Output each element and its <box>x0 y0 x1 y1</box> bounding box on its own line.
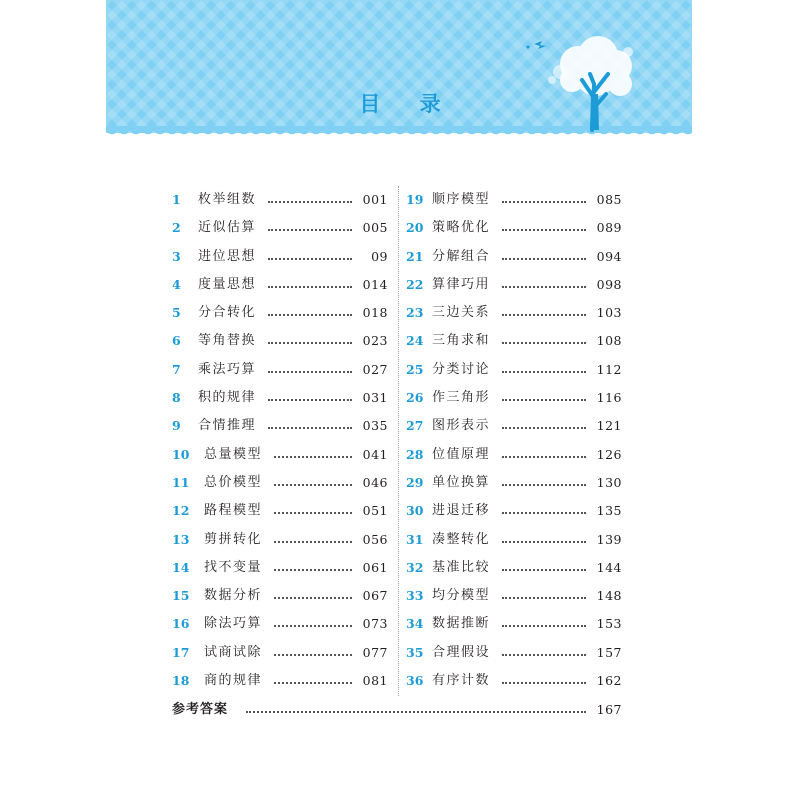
leader-dots <box>274 654 352 656</box>
leader-dots <box>502 456 586 458</box>
page-number: 018 <box>362 305 388 321</box>
chapter-title: 进位思想 <box>198 248 257 264</box>
toc-entry[interactable] <box>406 327 622 355</box>
chapter-title: 基准比较 <box>432 559 491 575</box>
page-number: 157 <box>596 644 622 660</box>
leader-dots <box>268 258 352 260</box>
chapter-title: 分类讨论 <box>432 361 491 377</box>
chapter-number: 17 <box>172 644 190 660</box>
page-number: 130 <box>596 474 622 490</box>
page-number: 046 <box>362 474 388 490</box>
chapter-number: 25 <box>406 361 424 377</box>
leader-dots <box>274 597 352 599</box>
toc-entry[interactable] <box>406 667 622 695</box>
leader-dots <box>274 541 352 543</box>
answers-label: 参考答案 <box>172 702 229 717</box>
chapter-number: 24 <box>406 333 424 349</box>
page-number: 121 <box>596 418 622 434</box>
toc-entry[interactable] <box>172 639 388 667</box>
toc-entry[interactable] <box>406 271 622 299</box>
chapter-title: 合理假设 <box>432 644 491 660</box>
chapter-number: 5 <box>172 305 181 321</box>
leader-dots <box>502 371 586 373</box>
toc-entry[interactable] <box>406 441 622 469</box>
page-number: 073 <box>362 616 388 632</box>
chapter-number: 31 <box>406 531 424 547</box>
leader-dots <box>274 484 352 486</box>
chapter-number: 30 <box>406 503 424 519</box>
leader-dots <box>502 399 586 401</box>
leader-dots <box>502 286 586 288</box>
chapter-number: 29 <box>406 474 424 490</box>
page-number: 09 <box>371 248 388 264</box>
page-number: 085 <box>596 192 622 207</box>
leader-dots <box>502 541 586 543</box>
chapter-title: 顺序模型 <box>432 192 491 207</box>
page-number: 005 <box>362 220 388 236</box>
page-number: 153 <box>596 616 622 632</box>
page-number: 067 <box>362 588 388 604</box>
leader-dots <box>274 682 352 684</box>
toc-entry[interactable] <box>172 667 388 695</box>
answers-page: 167 <box>596 702 622 717</box>
page-number: 023 <box>362 333 388 349</box>
chapter-title: 位值原理 <box>432 446 491 462</box>
page-number: 056 <box>362 531 388 547</box>
leader-dots <box>268 427 352 429</box>
toc-entry[interactable] <box>406 469 622 497</box>
chapter-title: 总量模型 <box>204 446 263 462</box>
page-number: 001 <box>362 192 388 207</box>
toc-entry[interactable] <box>172 327 388 355</box>
page-number: 035 <box>362 418 388 434</box>
leader-dots <box>502 258 586 260</box>
toc-entry[interactable] <box>406 356 622 384</box>
toc-entry[interactable] <box>406 299 622 327</box>
toc-entry-answers[interactable] <box>172 696 622 724</box>
toc-entry[interactable] <box>172 299 388 327</box>
page-title: 目 录 <box>359 92 457 116</box>
toc-entry[interactable] <box>406 497 622 525</box>
page-number: 061 <box>362 559 388 575</box>
toc-entry[interactable] <box>172 412 388 440</box>
chapter-number: 12 <box>172 503 190 519</box>
page-number: 126 <box>596 446 622 462</box>
chapter-number: 34 <box>406 616 424 632</box>
leader-dots <box>502 597 586 599</box>
chapter-number: 18 <box>172 673 190 689</box>
chapter-title: 等角替换 <box>198 333 257 349</box>
chapter-title: 作三角形 <box>432 390 491 406</box>
chapter-title: 试商试除 <box>204 644 263 660</box>
chapter-title: 乘法巧算 <box>198 361 257 377</box>
chapter-number: 33 <box>406 588 424 604</box>
chapter-title: 除法巧算 <box>204 616 263 632</box>
leader-dots <box>502 484 586 486</box>
toc-entry[interactable] <box>172 384 388 412</box>
chapter-title: 数据分析 <box>204 588 263 604</box>
leader-dots <box>502 625 586 627</box>
chapter-number: 1 <box>172 192 181 207</box>
column-divider <box>398 186 399 696</box>
chapter-number: 20 <box>406 220 424 236</box>
chapter-title: 分合转化 <box>198 305 257 321</box>
chapter-number: 35 <box>406 644 424 660</box>
chapter-title: 进退迁移 <box>432 503 491 519</box>
toc-entry[interactable] <box>172 243 388 271</box>
chapter-number: 14 <box>172 559 190 575</box>
chapter-title: 分解组合 <box>432 248 491 264</box>
chapter-number: 10 <box>172 446 190 462</box>
toc-entry[interactable] <box>406 582 622 610</box>
chapter-number: 11 <box>172 474 190 490</box>
leader-dots <box>268 399 352 401</box>
page-number: 027 <box>362 361 388 377</box>
chapter-title: 三角求和 <box>432 333 491 349</box>
chapter-number: 23 <box>406 305 424 321</box>
toc-entry[interactable] <box>172 469 388 497</box>
toc-entry[interactable] <box>172 356 388 384</box>
chapter-title: 图形表示 <box>432 418 491 434</box>
page-number: 041 <box>362 446 388 462</box>
toc-entry[interactable] <box>172 497 388 525</box>
chapter-title: 数据推断 <box>432 616 491 632</box>
chapter-title: 剪拼转化 <box>204 531 263 547</box>
leader-dots <box>502 427 586 429</box>
toc-entry[interactable] <box>406 384 622 412</box>
chapter-number: 36 <box>406 673 424 689</box>
chapter-title: 三边关系 <box>432 305 491 321</box>
page-number: 014 <box>362 276 388 292</box>
leader-dots <box>268 371 352 373</box>
toc-entry[interactable] <box>406 610 622 638</box>
toc-entry[interactable] <box>172 554 388 582</box>
chapter-number: 13 <box>172 531 190 547</box>
leader-dots <box>502 654 586 656</box>
toc-entry[interactable] <box>172 526 388 554</box>
chapter-number: 22 <box>406 276 424 292</box>
leader-dots <box>274 456 352 458</box>
chapter-title: 度量思想 <box>198 276 257 292</box>
page-number: 098 <box>596 276 622 292</box>
chapter-number: 3 <box>172 248 181 264</box>
page-number: 116 <box>596 390 622 406</box>
toc-entry[interactable] <box>172 610 388 638</box>
chapter-number: 9 <box>172 418 181 434</box>
chapter-title: 找不变量 <box>204 559 263 575</box>
page-number: 148 <box>596 588 622 604</box>
chapter-title: 总价模型 <box>204 474 263 490</box>
toc-left-column <box>172 186 388 695</box>
leader-dots <box>268 314 352 316</box>
leader-dots <box>502 569 586 571</box>
leader-dots <box>274 512 352 514</box>
chapter-title: 商的规律 <box>204 673 263 689</box>
chapter-number: 6 <box>172 333 181 349</box>
toc-entry[interactable] <box>406 243 622 271</box>
chapter-title: 路程模型 <box>204 503 263 519</box>
leader-dots <box>274 569 352 571</box>
page-number: 103 <box>596 305 622 321</box>
chapter-title: 算律巧用 <box>432 276 491 292</box>
toc-entry[interactable] <box>172 582 388 610</box>
toc-entry[interactable] <box>406 186 622 214</box>
leader-dots <box>502 512 586 514</box>
chapter-title: 策略优化 <box>432 220 491 236</box>
toc-entry[interactable] <box>406 554 622 582</box>
chapter-number: 27 <box>406 418 424 434</box>
leader-dots <box>502 682 586 684</box>
page-number: 139 <box>596 531 622 547</box>
toc-entry[interactable] <box>172 214 388 242</box>
chapter-title: 单位换算 <box>432 474 491 490</box>
toc-entry[interactable] <box>172 441 388 469</box>
chapter-number: 8 <box>172 390 181 406</box>
page-number: 094 <box>596 248 622 264</box>
leader-dots <box>268 286 352 288</box>
leader-dots <box>502 229 586 231</box>
leader-dots <box>268 201 352 203</box>
toc-entry[interactable] <box>172 271 388 299</box>
leader-dots <box>268 342 352 344</box>
leader-dots <box>502 201 586 203</box>
page-number: 051 <box>362 503 388 519</box>
chapter-title: 合情推理 <box>198 418 257 434</box>
page-number: 144 <box>596 559 622 575</box>
chapter-number: 7 <box>172 361 181 377</box>
page-number: 135 <box>596 503 622 519</box>
toc-entry[interactable] <box>406 526 622 554</box>
leader-dots <box>502 342 586 344</box>
chapter-number: 28 <box>406 446 424 462</box>
chapter-number: 16 <box>172 616 190 632</box>
page-number: 162 <box>596 673 622 689</box>
chapter-title: 近似估算 <box>198 220 257 236</box>
chapter-number: 32 <box>406 559 424 575</box>
page-number: 089 <box>596 220 622 236</box>
page-number: 031 <box>362 390 388 406</box>
page-number: 077 <box>362 644 388 660</box>
toc-right-column <box>406 186 622 695</box>
chapter-title: 均分模型 <box>432 588 491 604</box>
toc-entry[interactable] <box>406 412 622 440</box>
toc-entry[interactable] <box>406 639 622 667</box>
leader-dots <box>268 229 352 231</box>
toc-entry[interactable] <box>406 214 622 242</box>
chapter-number: 21 <box>406 248 424 264</box>
chapter-number: 26 <box>406 390 424 406</box>
chapter-title: 积的规律 <box>198 390 257 406</box>
chapter-title: 凑整转化 <box>432 531 491 547</box>
page-number: 081 <box>362 673 388 689</box>
page-number: 112 <box>596 361 622 377</box>
chapter-number: 19 <box>406 192 424 207</box>
chapter-number: 15 <box>172 588 190 604</box>
leader-dots <box>246 711 586 713</box>
leader-dots <box>274 625 352 627</box>
toc-entry[interactable] <box>172 186 388 214</box>
chapter-title: 枚举组数 <box>198 192 257 207</box>
page-number: 108 <box>596 333 622 349</box>
chapter-title: 有序计数 <box>432 673 491 689</box>
chapter-number: 4 <box>172 276 181 292</box>
leader-dots <box>502 314 586 316</box>
chapter-number: 2 <box>172 220 181 236</box>
